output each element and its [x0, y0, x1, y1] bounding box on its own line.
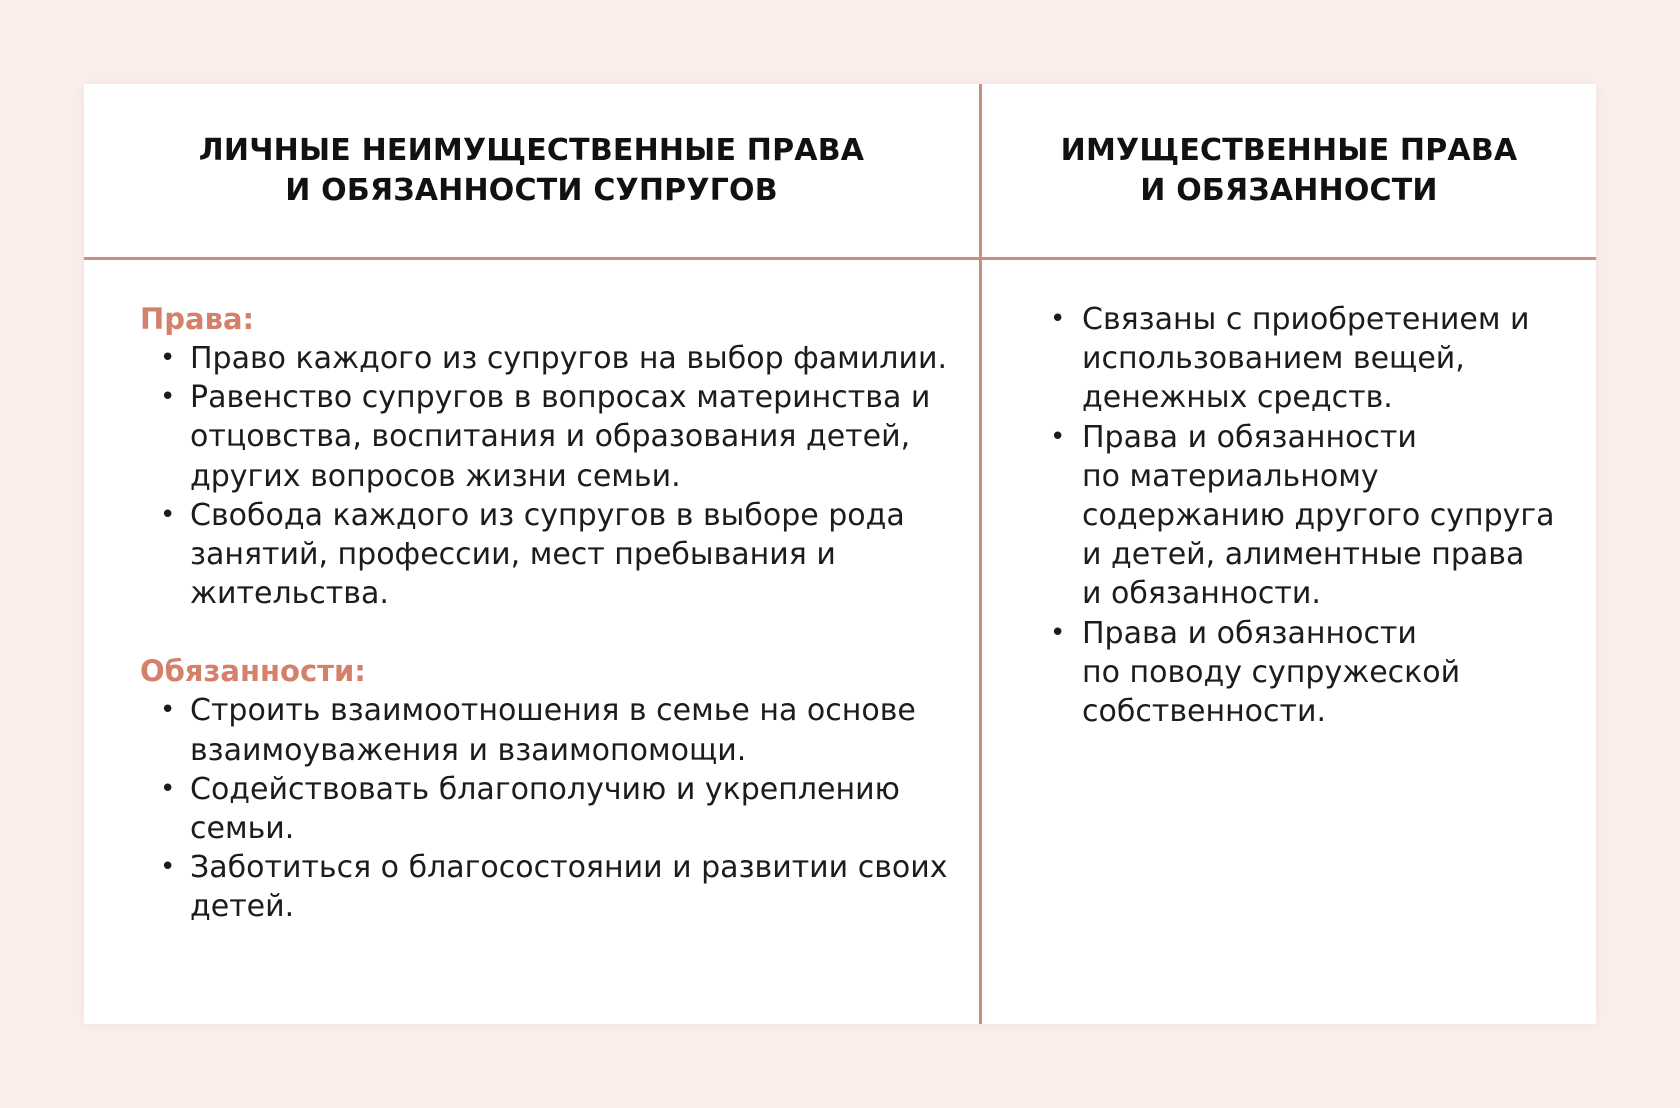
list-item: [140, 496, 970, 614]
left-column-title: [199, 131, 864, 211]
list-item: [140, 848, 970, 926]
right-title-line: И ОБЯЗАННОСТИ: [1140, 172, 1438, 208]
list-item-line: по поводу супружеской: [1082, 654, 1461, 690]
list-item-line: Связаны с приобретением и: [1082, 302, 1530, 337]
bullet-icon: •: [1050, 617, 1066, 648]
list-item: [1050, 300, 1590, 418]
left-title-line: И ОБЯЗАННОСТИ СУПРУГОВ: [285, 172, 778, 208]
list-item-text: Право каждого из супругов на выбор фамилии.: [190, 341, 948, 376]
comparison-table: [84, 84, 1596, 1024]
right-title-line: ИМУЩЕСТВЕННЫЕ ПРАВА: [1060, 132, 1518, 168]
rights-label: Права:: [140, 302, 255, 336]
list-item-text: Заботиться о благосостоянии и развитии своих детей.: [190, 850, 948, 925]
list-item-line: денежных средств.: [1082, 380, 1393, 416]
list-item-text: Равенство супругов в вопросах материнства и отцовства, воспитания и образования детей, других вопросов жизни семьи.: [190, 380, 931, 494]
list-item-line: содержанию другого супруга: [1082, 498, 1555, 534]
left-column-body: [140, 300, 970, 927]
bullet-icon: •: [1050, 304, 1066, 334]
duties-list: [140, 691, 970, 926]
list-item: [140, 691, 970, 769]
bullet-icon: •: [160, 773, 176, 804]
right-column-header: [982, 84, 1596, 257]
right-column-title: [1061, 131, 1518, 211]
list-item: [140, 378, 970, 496]
bullet-icon: •: [160, 499, 176, 530]
list-item: [1050, 418, 1590, 614]
bullet-icon: •: [1050, 421, 1066, 452]
list-item: [140, 770, 970, 848]
right-column-body: [1050, 300, 1590, 731]
list-item: [140, 339, 970, 378]
property-rights-list: [1050, 300, 1590, 731]
rights-list: [140, 339, 970, 613]
list-item-line: по материальному: [1082, 458, 1379, 494]
bullet-icon: •: [160, 382, 176, 413]
bullet-icon: •: [160, 695, 176, 726]
left-column-header: [84, 84, 979, 257]
list-item-text: Содействовать благополучию и укреплению семьи.: [190, 771, 900, 847]
list-item-line: использованием вещей,: [1082, 341, 1465, 377]
bullet-icon: •: [160, 343, 176, 373]
section-spacer: [140, 613, 970, 652]
list-item: [1050, 614, 1590, 732]
list-item-line: Права и обязанности: [1082, 419, 1417, 455]
list-item-line: и обязанности.: [1082, 576, 1321, 612]
left-title-line: ЛИЧНЫЕ НЕИМУЩЕСТВЕННЫЕ ПРАВА: [198, 132, 865, 168]
header-divider: [84, 257, 1596, 260]
list-item-text: Свобода каждого из супругов в выборе рода занятий, профессии, мест пребывания и жительства.: [190, 497, 905, 612]
list-item-line: собственности.: [1082, 694, 1327, 730]
list-item-text: Строить взаимоотношения в семье на основе взаимоуважения и взаимопомощи.: [190, 693, 916, 768]
duties-label: Обязанности:: [140, 654, 366, 689]
list-item-line: и детей, алиментные права: [1082, 537, 1525, 573]
list-item-line: Права и обязанности: [1082, 615, 1417, 651]
bullet-icon: •: [160, 852, 176, 883]
